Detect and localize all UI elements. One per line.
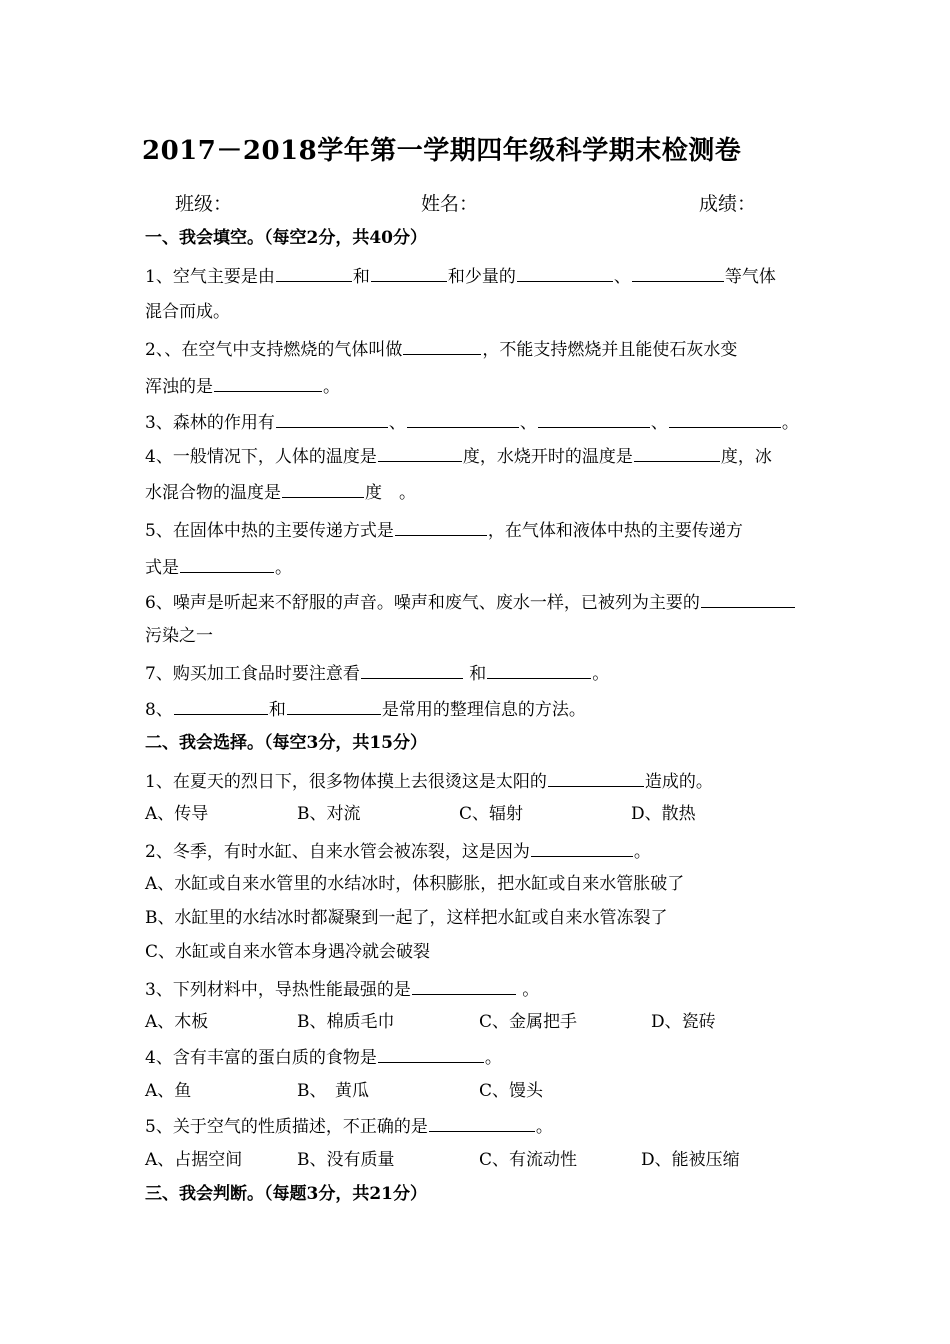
option-d: D、能被压缩 [641,1150,740,1170]
option-a: A、木板 [145,1012,209,1032]
blank [634,443,720,462]
blank [287,696,381,715]
blank [403,336,481,355]
option-a: A、鱼 [145,1081,192,1101]
class-label: 班级： [175,193,233,215]
blank [371,263,447,282]
section-3-heading: 三、我会判断。（每题3分，共21分） [145,1184,427,1204]
name-label: 姓名： [421,193,479,215]
s1-q6-line2: 污染之一 [145,626,213,646]
blank [531,838,633,857]
blank [378,1044,484,1063]
s1-q6-line1: 6、噪声是听起来不舒服的声音。噪声和废气、废水一样，已被列为主要的 [145,589,796,615]
s2-q1: 1、在夏天的烈日下，很多物体摸上去很烫这是太阳的 造成的。 [145,768,713,794]
blank [669,409,781,428]
blank [282,479,364,498]
option-b: B、对流 [297,804,361,824]
option-b: B、没有质量 [297,1150,395,1170]
blank [407,409,519,428]
option-d: D、瓷砖 [651,1012,716,1032]
option-c: C、辐射 [459,804,524,824]
blank [412,976,516,995]
blank [395,517,487,536]
s1-q2-line2: 浑浊的是 。 [145,373,340,399]
s1-q1-line1: 1、空气主要是由 和 和少量的 、 等气体 [145,263,776,289]
section-2-heading: 二、我会选择。（每空3分，共15分） [145,733,427,753]
s2-q5: 5、关于空气的性质描述，不正确的是 。 [145,1113,553,1139]
s2-q3: 3、下列材料中，导热性能最强的是 。 [145,976,539,1002]
option-c: C、馒头 [479,1081,544,1101]
blank [429,1113,535,1132]
blank [214,373,322,392]
s1-q7: 7、购买加工食品时要注意看 和 。 [145,660,609,686]
option-a: A、传导 [145,804,209,824]
section-1-heading: 一、我会填空。（每空2分，共40分） [145,228,427,248]
option-d: D、散热 [631,804,696,824]
blank [276,263,352,282]
blank [548,768,644,787]
blank [378,443,462,462]
s1-q2-line1: 2、、在空气中支持燃烧的气体叫做 ，不能支持燃烧并且能使石灰水变 [145,336,737,362]
s2-q2-option-a: A、水缸或自来水管里的水结冰时，体积膨胀，把水缸或自来水管胀破了 [145,874,685,894]
option-b: B、棉质毛巾 [297,1012,395,1032]
blank [174,696,268,715]
s2-q2-option-c: C、水缸或自来水管本身遇冷就会破裂 [145,942,431,962]
blank [538,409,650,428]
score-label: 成绩： [699,193,757,215]
s1-q5-line1: 5、在固体中热的主要传递方式是 ，在气体和液体中热的主要传递方 [145,517,743,543]
option-a: A、占据空间 [145,1150,243,1170]
s2-q3-options [145,1010,716,1034]
page-title: 2017－2018学年第一学期四年级科学期末检测卷 [142,136,742,166]
s1-q8: 8、 和 是常用的整理信息的方法。 [145,696,586,722]
option-c: C、金属把手 [479,1012,578,1032]
blank [180,554,274,573]
s1-q3: 3、森林的作用有 、 、 、 。 [145,409,799,435]
blank [701,589,795,608]
s1-q4-line1: 4、一般情况下，人体的温度是 度，水烧开时的温度是 度，冰 [145,443,772,469]
blank [487,660,591,679]
s2-q1-options [145,802,696,826]
s2-q4: 4、含有丰富的蛋白质的食物是 。 [145,1044,502,1070]
option-b: B、 黄瓜 [297,1081,369,1101]
s1-q1-line2: 混合而成。 [145,302,230,322]
s1-q4-line2: 水混合物的温度是 度 。 [145,479,416,505]
blank [632,263,724,282]
blank [276,409,388,428]
s2-q2-option-b: B、水缸里的水结冰时都凝聚到一起了，这样把水缸或自来水管冻裂了 [145,908,668,928]
s2-q5-options [145,1148,740,1172]
blank [517,263,613,282]
s2-q2: 2、冬季，有时水缸、自来水管会被冻裂，这是因为 。 [145,838,651,864]
blank [361,660,463,679]
s2-q4-options [145,1079,543,1103]
s1-q5-line2: 式是 。 [145,554,292,580]
option-c: C、有流动性 [479,1150,578,1170]
